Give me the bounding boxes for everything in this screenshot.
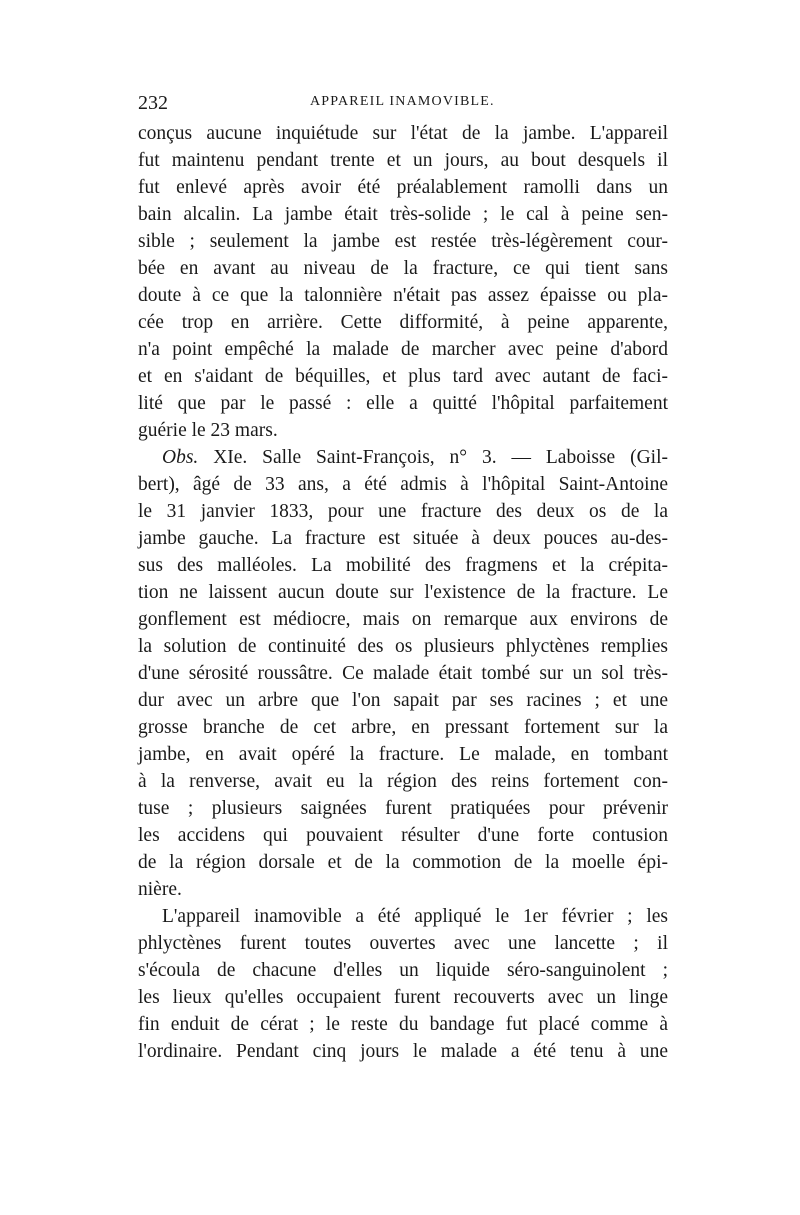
text-line: fut enlevé après avoir été préalablement ramolli dans un <box>138 177 668 198</box>
observation-label: Obs. <box>162 447 199 468</box>
body-text <box>138 120 668 1065</box>
page-number: 232 <box>138 92 168 114</box>
text-line: à la renverse, avait eu la région des reins fortement con- <box>138 771 668 792</box>
text-line: grosse branche de cet arbre, en pressant fortement sur la <box>138 717 668 738</box>
text-line: nière. <box>138 879 182 900</box>
text-line: jambe gauche. La fracture est située à deux pouces au-des- <box>138 528 668 549</box>
text-line: sus des malléoles. La mobilité des fragmens et la crépita- <box>138 555 668 576</box>
text-line: la solution de continuité des os plusieurs phlyctènes remplies <box>138 636 668 657</box>
text-line: dur avec un arbre que l'on sapait par ses racines ; et une <box>138 690 668 711</box>
text-line: fut maintenu pendant trente et un jours, au bout desquels il <box>138 150 668 171</box>
text-line: de la région dorsale et de la commotion de la moelle épi- <box>138 852 668 873</box>
text-line: s'écoula de chacune d'elles un liquide séro-sanguinolent ; <box>138 960 668 981</box>
text-line: L'appareil inamovible a été appliqué le 1er février ; les <box>162 906 668 927</box>
text-line: fin enduit de cérat ; le reste du bandage fut placé comme à <box>138 1014 668 1035</box>
text-line: bert), âgé de 33 ans, a été admis à l'hôpital Saint-Antoine <box>138 474 668 495</box>
text-line: tuse ; plusieurs saignées furent pratiquées pour prévenir <box>138 798 668 819</box>
book-page <box>138 92 668 1065</box>
running-title: APPAREIL INAMOVIBLE. <box>310 94 495 109</box>
text-line: doute à ce que la talonnière n'était pas assez épaisse ou pla- <box>138 285 668 306</box>
text-line: d'une sérosité roussâtre. Ce malade était tombé sur un sol très- <box>138 663 668 684</box>
text-line: tion ne laissent aucun doute sur l'existence de la fracture. Le <box>138 582 668 603</box>
text-line: lité que par le passé : elle a quitté l'hôpital parfaitement <box>138 393 668 414</box>
text-line: bain alcalin. La jambe était très-solide ; le cal à peine sen- <box>138 204 668 225</box>
text-line: le 31 janvier 1833, pour une fracture des deux os de la <box>138 501 668 522</box>
observation-line <box>138 444 668 471</box>
text-line: les accidens qui pouvaient résulter d'une forte contusion <box>138 825 668 846</box>
observation-text: XIe. Salle Saint-François, n° 3. — Laboisse (Gil- <box>213 447 668 468</box>
text-line: phlyctènes furent toutes ouvertes avec une lancette ; il <box>138 933 668 954</box>
running-head <box>138 92 668 120</box>
text-line: cée trop en arrière. Cette difformité, à peine apparente, <box>138 312 668 333</box>
text-line: gonflement est médiocre, mais on remarque aux environs de <box>138 609 668 630</box>
text-line: n'a point empêché la malade de marcher avec peine d'abord <box>138 339 668 360</box>
text-line: et en s'aidant de béquilles, et plus tard avec autant de faci- <box>138 366 668 387</box>
text-line: jambe, en avait opéré la fracture. Le malade, en tombant <box>138 744 668 765</box>
text-line: sible ; seulement la jambe est restée très-légèrement cour- <box>138 231 668 252</box>
text-line: conçus aucune inquiétude sur l'état de la jambe. L'appareil <box>138 123 668 144</box>
text-line: bée en avant au niveau de la fracture, ce qui tient sans <box>138 258 668 279</box>
text-line: guérie le 23 mars. <box>138 420 278 441</box>
text-line: les lieux qu'elles occupaient furent recouverts avec un linge <box>138 987 668 1008</box>
text-line: l'ordinaire. Pendant cinq jours le malade a été tenu à une <box>138 1041 668 1062</box>
